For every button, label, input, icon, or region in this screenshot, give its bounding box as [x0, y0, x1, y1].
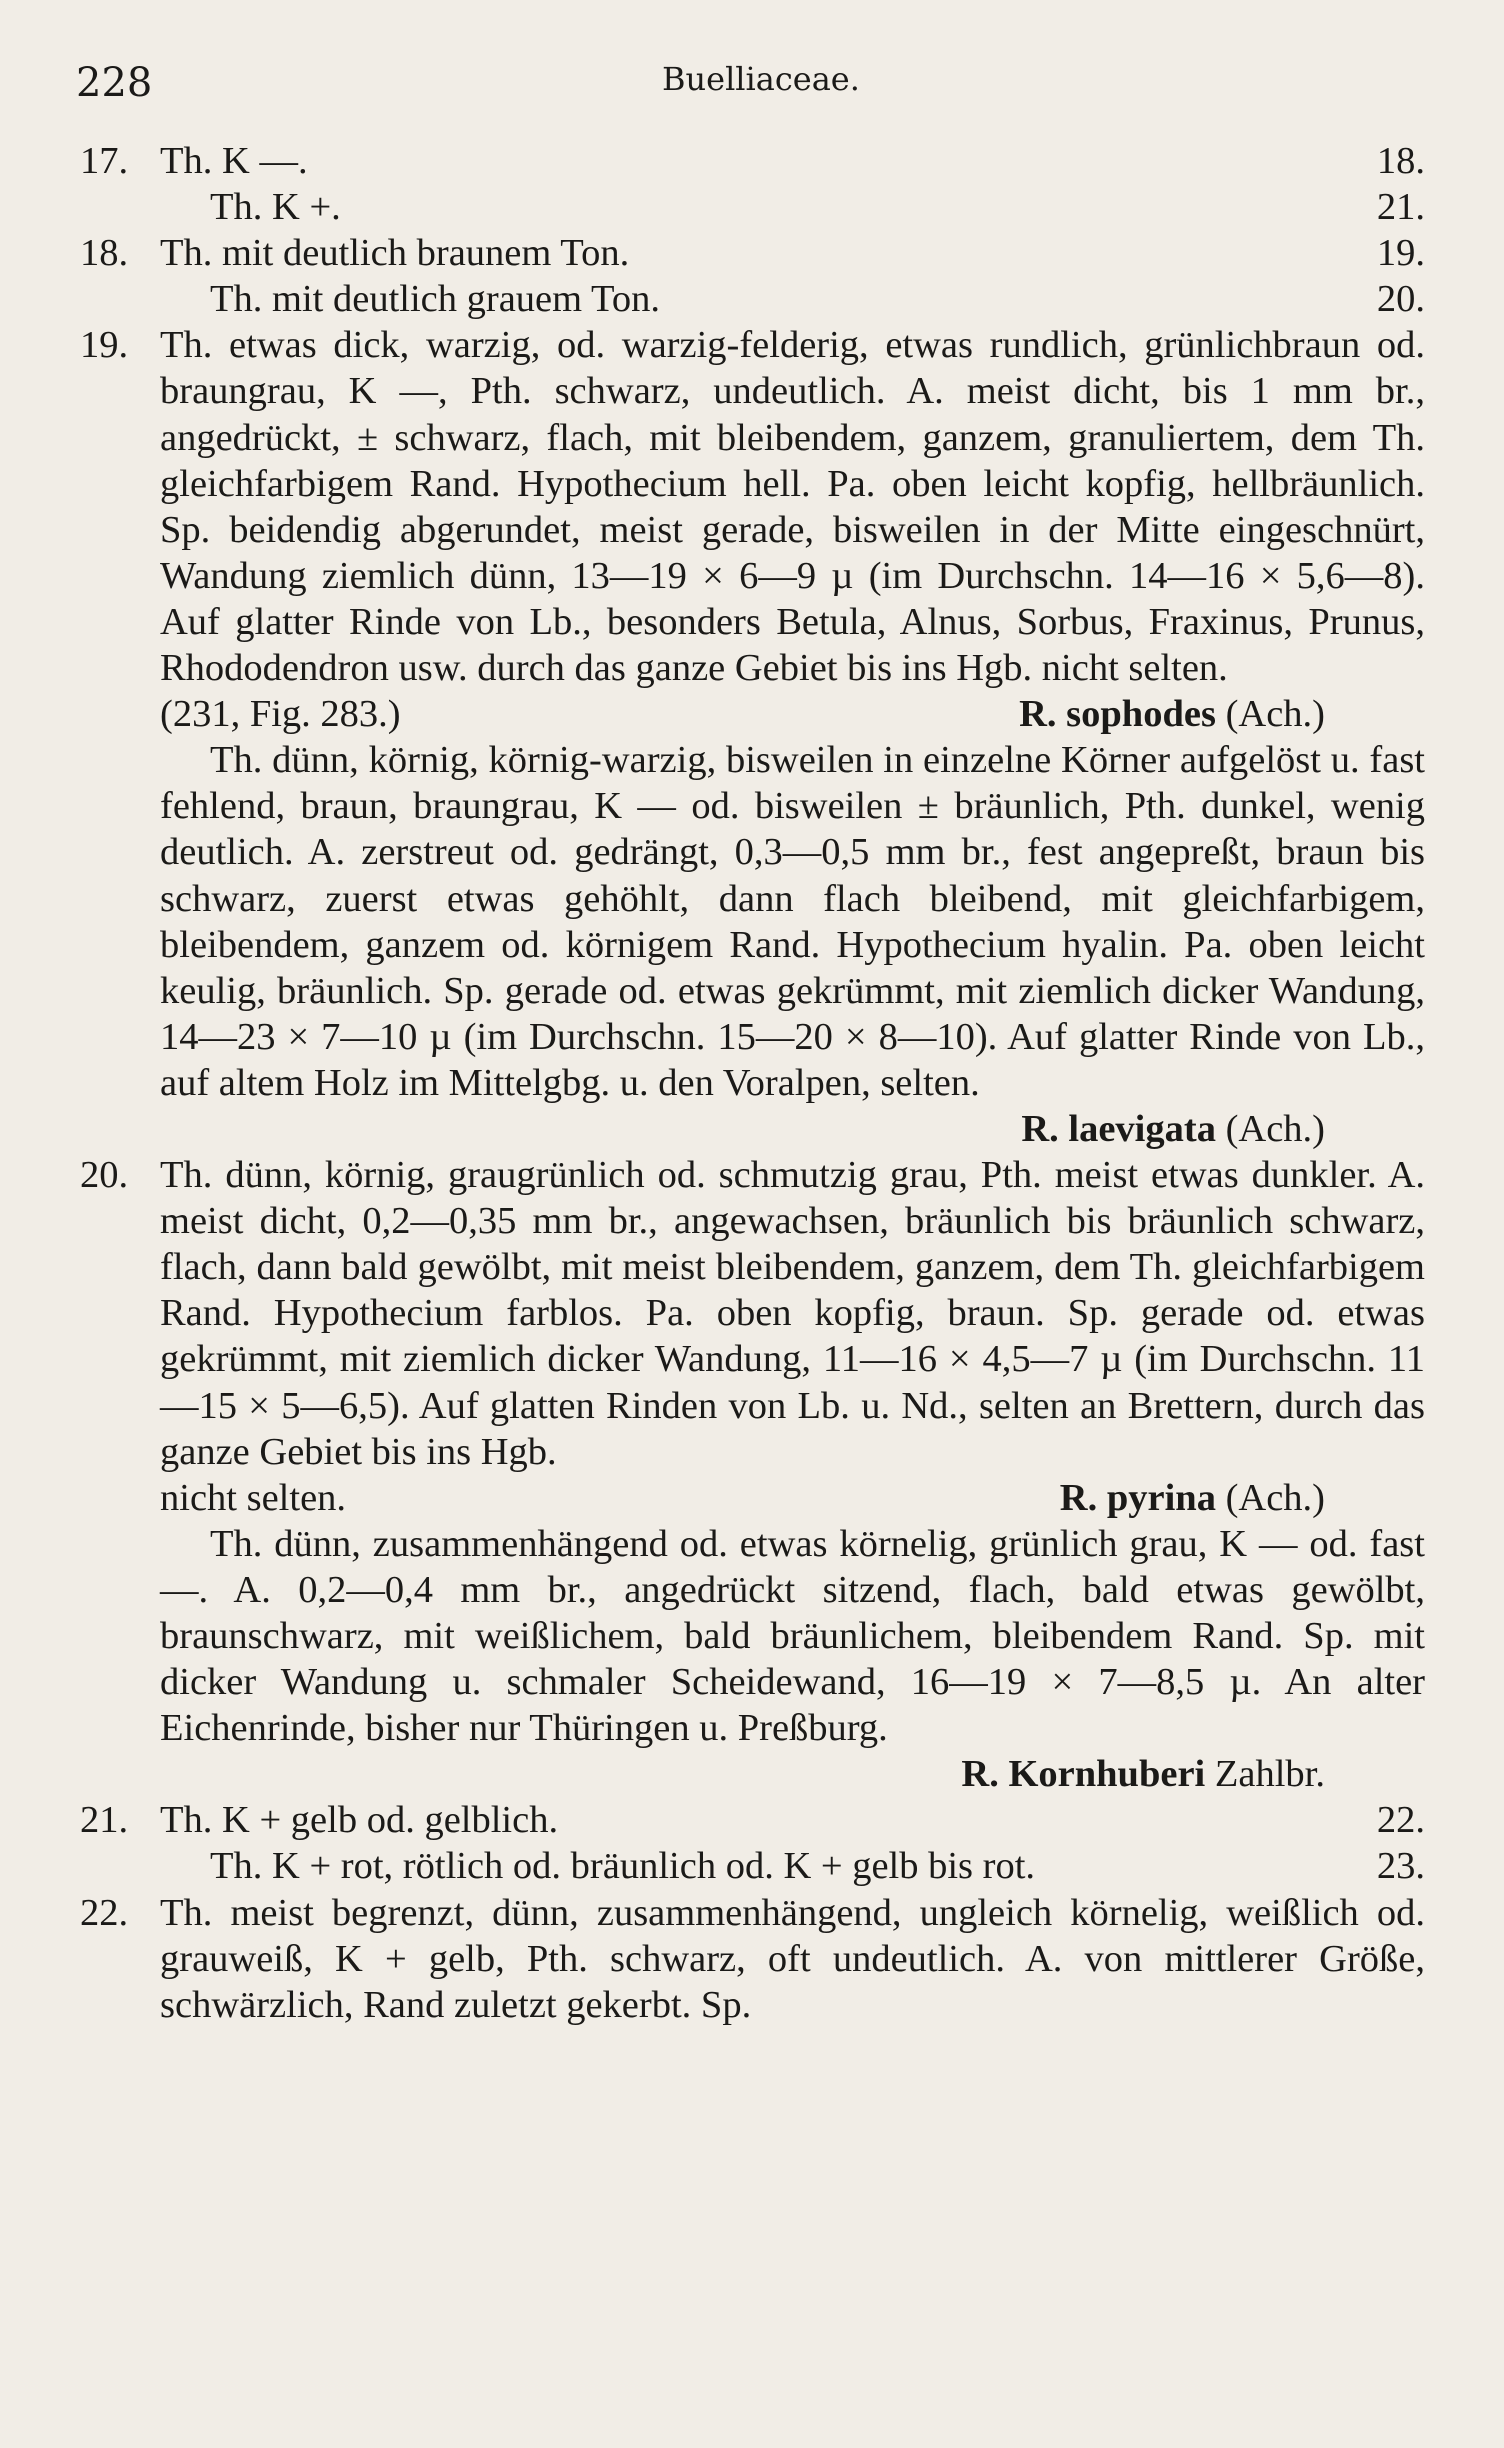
species-name-bold: R. sophodes: [1019, 693, 1216, 736]
key-couplet-19: [80, 322, 1425, 1152]
lead-text: Th. dünn, zusammenhängend od. etwas körnelig, grünlich grau, K — od. fast —. A. 0,2—0,4 mm br., angedrückt sitzend, flach, bald etwas gewölbt, braunschwarz, mit weißlichem, bald bräunlichem, bleibendem Rand. Sp. mit dicker Wandung u. schmaler Scheidewand, 16—19 × 7—8,5 µ. An alter Eichenrinde, bisher nur Thüringen u. Preßburg.: [160, 1522, 1425, 1750]
key-couplet-18: [80, 230, 1425, 322]
key-lead: [160, 276, 1425, 322]
species-line: [160, 1475, 1425, 1521]
key-couplet-20: [80, 1152, 1425, 1797]
couplet-number: 21.: [80, 1799, 129, 1842]
key-lead: [160, 230, 1425, 276]
lead-text: Th. etwas dick, warzig, od. warzig-felderig, etwas rundlich, grünlichbraun od. braungrau, K —, Pth. schwarz, undeutlich. A. meist dicht, bis 1 mm br., angedrückt, ± schwarz, flach, mit bleibendem, ganzem, granuliertem, dem Th. gleichfarbigem Rand. Hypothecium hell. Pa. oben leicht kopfig, hellbräunlich. Sp. beidendig abgerundet, meist gerade, bisweilen in der Mitte eingeschnürt, Wandung ziemlich dünn, 13—19 × 6—9 µ (im Durchschn. 14—16 × 5,6—8). Auf glatter Rinde von Lb., besonders Betula, Alnus, Sorbus, Fraxinus, Prunus, Rhododendron usw. durch das ganze Gebiet bis ins Hgb. nicht selten.: [160, 324, 1425, 690]
key-lead: [160, 1843, 1425, 1889]
lead-text: Th. K +.: [210, 186, 341, 229]
running-head: Buelliaceae.: [662, 60, 860, 98]
couplet-number: 20.: [80, 1154, 129, 1197]
species-author: Zahlbr.: [1214, 1753, 1325, 1796]
lead-ref: 23.: [1376, 1845, 1425, 1888]
couplet-number: 18.: [80, 232, 129, 275]
species-author: (Ach.): [1225, 1107, 1325, 1150]
lead-text: Th. dünn, körnig, körnig-warzig, bisweilen in einzelne Körner aufgelöst u. fast fehlend, braun, braungrau, K — od. bisweilen ± bräunlich, Pth. dunkel, wenig deutlich. A. zerstreut od. gedrängt, 0,3—0,5 mm br., fest angepreßt, braun bis schwarz, zuerst etwas gehöhlt, dann flach bleibend, mit gleichfarbigem, bleibendem, ganzem od. körnigem Rand. Hypothecium hyalin. Pa. oben leicht keulig, bräunlich. Sp. gerade od. etwas gekrümmt, mit ziemlich dicker Wandung, 14—23 × 7—10 µ (im Durchschn. 15—20 × 8—10). Auf glatter Rinde von Lb., auf altem Holz im Mittelgbg. u. den Voralpen, selten.: [160, 739, 1425, 1104]
species-line: [160, 691, 1425, 737]
page-number: 228: [76, 60, 153, 106]
lead-ref: 19.: [1376, 232, 1425, 275]
lead-text: Th. mit deutlich braunem Ton.: [160, 232, 630, 275]
key-lead: [160, 1797, 1425, 1843]
species-line: [160, 1106, 1425, 1152]
species-line: [160, 1751, 1425, 1797]
lead-tail: nicht selten.: [160, 1476, 347, 1519]
species-name: [1019, 691, 1425, 737]
key-couplet-21: [80, 1797, 1425, 1889]
couplet-number: 17.: [80, 140, 129, 182]
key-lead: [160, 138, 1425, 184]
couplet-number: 22.: [80, 1891, 129, 1934]
species-name-bold: R. laevigata: [1021, 1107, 1216, 1150]
key-text: [80, 138, 1425, 2028]
lead-ref: 21.: [1376, 186, 1425, 229]
couplet-number: 19.: [80, 324, 129, 367]
lead-ref: 22.: [1376, 1799, 1425, 1842]
species-name-bold: R. pyrina: [1059, 1476, 1216, 1519]
lead-ref: 20.: [1376, 278, 1425, 321]
lead-text: Th. mit deutlich grauem Ton.: [210, 278, 660, 321]
lead-text: Th. K + rot, rötlich od. bräunlich od. K + gelb bis rot.: [210, 1845, 1036, 1888]
species-author: (Ach.): [1225, 693, 1325, 736]
species-name-bold: R. Kornhuberi: [961, 1753, 1206, 1796]
key-lead: [160, 184, 1425, 230]
lead-text: Th. dünn, körnig, graugrünlich od. schmutzig grau, Pth. meist etwas dunkler. A. meist dicht, 0,2—0,35 mm br., angewachsen, bräunlich bis bräunlich schwarz, flach, dann bald gewölbt, mit meist bleibendem, ganzem, dem Th. gleichfarbigem Rand. Hypothecium farblos. Pa. oben kopfig, braun. Sp. gerade od. etwas gekrümmt, mit ziemlich dicker Wandung, 11—16 × 4,5—7 µ (im Durchschn. 11—15 × 5—6,5). Auf glatten Rinden von Lb. u. Nd., selten an Brettern, durch das ganze Gebiet bis ins Hgb.: [160, 1154, 1425, 1473]
species-name: [1060, 1475, 1425, 1521]
key-couplet-22: [80, 1890, 1425, 2028]
lead-ref: 18.: [1376, 140, 1425, 182]
species-author: (Ach.): [1225, 1476, 1325, 1519]
key-couplet-17: [80, 138, 1425, 230]
lead-text: Th. meist begrenzt, dünn, zusammenhängend, ungleich körnelig, weißlich od. grauweiß, K + gelb, Pth. schwarz, oft undeutlich. A. von mittlerer Größe, schwärzlich, Rand zuletzt gekerbt. Sp.: [160, 1891, 1425, 2026]
lead-text: Th. K + gelb od. gelblich.: [160, 1799, 559, 1842]
figure-reference: (231, Fig. 283.): [160, 693, 401, 736]
lead-text: Th. K —.: [160, 140, 308, 182]
